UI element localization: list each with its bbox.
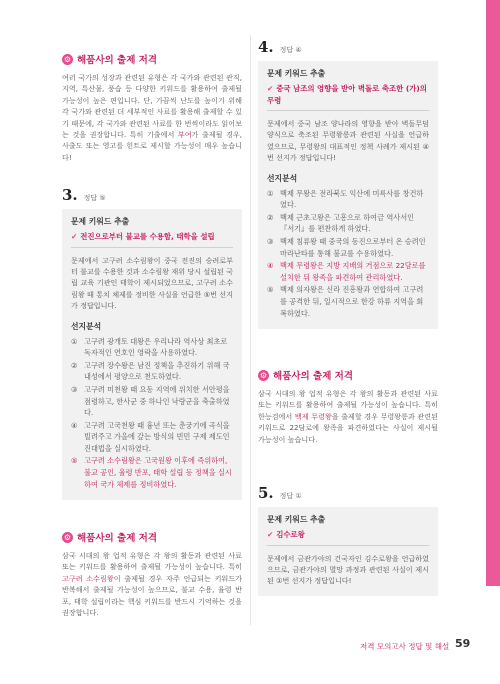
option-text: 고구려 소수림왕은 고국원왕 이후에 즉위하여, 불교 공인, 율령 반포, 태학 설립 등 정책을 실시하여 국가 체제를 정비하였다. [84,456,232,489]
analysis-section-2 [62,530,242,618]
option-number: ③ [71,384,78,394]
keyword-title: 문제 키워드 추출 [267,69,326,78]
keyword-line: ✔ 김수로왕 [267,529,429,546]
question-number: 5. 정답 ① [258,484,302,502]
explanation-body: 문제에서 중국 남조 양나라의 영향을 받아 벽돌무덤 양식으로 축조된 무령왕릉과 관련된 사실을 언급하였으므로, 무령왕의 대표적인 정책 사례가 제시된 ④번 선지가 정답입니다! [267,119,429,163]
option-item [267,284,429,319]
analysis-heading: ⚙ 해품사의 출제 저격 [63,54,158,66]
explanation-box [62,209,242,500]
option-item [71,336,233,359]
option-list [71,336,233,491]
option-text: 백제 의자왕은 신라 진흥왕과 연합하여 고구려를 공격한 뒤, 일시적으로 한강 하류 지역을 회복하였다. [280,285,424,318]
explanation-body: 문제에서 고구려 소수림왕이 중국 전진의 승려로부터 불교를 수용한 것과 소수림왕 재위 당시 설립된 국립 교육 기관인 태학이 제시되었으므로, 고구려 소수림왕 때 통치 체제를 정비한 사실을 언급한 ⑤번 선지가 정답입니다. [71,255,233,311]
option-text: 고구려 미천왕 때 요동 지역에 위치한 서안평을 점령하고, 한사군 중 하나인 낙랑군을 축출하였다. [84,384,230,418]
option-text: 백제 근초고왕은 고흥으로 하여금 역사서인 『서기』를 편찬하게 하였다. [280,212,415,234]
option-item [267,188,429,211]
question-5 [258,486,438,596]
question-3 [62,188,242,500]
option-analysis-title: 선지분석 [71,321,102,331]
option-number: ④ [71,420,78,430]
option-item [71,420,233,455]
option-number: ⑤ [71,456,78,466]
option-number: ① [71,336,78,346]
option-number: ① [267,188,274,198]
option-text: 백제 무왕은 전라북도 익산에 미륵사를 창건하였다. [280,188,424,210]
explanation-box [258,61,438,329]
option-analysis-title: 선지분석 [267,173,298,183]
answer-label: 정답 ⑤ [83,194,106,202]
option-text: 고구려 광개토 대왕은 우리나라 역사상 최초로 독자적인 연호인 영락을 사용하였다. [84,336,228,358]
gear-icon: ⚙ [259,370,268,380]
option-text: 고구려 장수왕은 남진 정책을 추진하기 위해 국내성에서 평양으로 천도하였다. [84,360,230,382]
column-divider [250,35,251,625]
footer-label: 저격 모의고사 정답 및 해설 [360,642,450,651]
explanation-box [258,507,438,596]
option-item [71,455,233,490]
option-number: ⑤ [267,285,274,295]
keyword-line: ✔ 전진으로부터 불교를 수용함, 태학을 설립 [71,231,233,248]
answer-label: 정답 ④ [279,46,302,54]
option-text: 백제 침류왕 때 중국의 동진으로부터 온 승려인 마라난타를 통해 불교를 수용하였다. [280,237,426,258]
explanation-body: 문제에서 금관가야의 건국자인 김수로왕을 언급하였으므로, 금관가야의 멸망 과정과 관련된 사실이 제시된 ①번 선지가 정답입니다! [267,553,429,586]
option-number: ③ [267,237,274,246]
option-item [71,384,233,419]
question-number: 4. 정답 ④ [258,38,302,56]
answer-label: 정답 ① [279,492,302,500]
check-icon: ✔ [267,530,274,539]
keyword-title: 문제 키워드 추출 [267,515,326,524]
analysis-section-1 [62,52,242,163]
analysis-heading: ⚙ 해품사의 출제 저격 [63,532,158,544]
keyword-line: ✔ 중국 남조의 영향을 받아 벽돌로 축조한 (가)의 무령 [267,83,429,111]
gear-icon: ⚙ [63,532,72,542]
option-number: ② [71,360,78,370]
option-item [71,360,233,383]
option-item [267,260,429,283]
analysis-heading: ⚙ 해품사의 출제 저격 [259,370,354,382]
option-number: ④ [267,261,274,271]
option-text: 백제 무령왕은 지방 지배의 거점으로 22담로를 설치한 뒤 왕족을 파견하여 관리하였다. [280,261,426,282]
page-number: 59 [455,637,471,650]
analysis-text: 삼국 시대의 왕 업적 유형은 각 왕의 활동과 관련된 사료 또는 키워드를 활용하여 출제될 가능성이 높습니다. 특히 한능검에서 백제 무령왕을 출제할 경우 무령왕릉과 관련된 키워드로 22담로에 왕족을 파견하였다는 사실이 제시될 가능성이 높습니다. [258,389,438,444]
check-icon: ✔ [71,232,78,241]
option-text: 고구려 고국천왕 때 흉년 또는 춘궁기에 곡식을 빌려주고 가을에 갚는 방식의 빈민 구제 제도인 진대법을 실시하였다. [84,420,230,453]
check-icon: ✔ [267,84,274,93]
question-4 [258,40,438,329]
side-tab [486,0,500,586]
keyword-title: 문제 키워드 추출 [71,217,130,226]
analysis-text: 여러 국가의 성장과 관련된 유형은 각 국가와 관련된 관직, 지역, 특산물, 풍습 등 다양한 키워드를 활용하여 출제될 가능성이 높은 편입니다. 단, 가끔씩 난도를 높이기 위해 각 국가와 관련된 더 세부적인 사료를 활용해 출제할 수 있기 때문에, 각 국가와 관련된 사료를 한 번씩이라도 읽어보는 것을 권장합니다. 특히 기출에서 부여가 출제될 경우, 사출도 또는 영고를 힌트로 제시할 가능성이 매우 높습니다! [62,73,242,162]
option-item [267,236,429,259]
analysis-section-3 [258,368,438,445]
analysis-text: 삼국 시대의 왕 업적 유형은 각 왕의 활동과 관련된 사료 또는 키워드를 활용하여 출제될 가능성이 높습니다. 특히 고구려 소수림왕이 출제될 경우 자주 언급되는 키워드가 반복해서 출제될 가능성이 높으므로, 불교 수용, 율령 반포, 태학 설립이라는 핵심 키워드를 반드시 기억하는 것을 권장합니다. [62,551,242,618]
option-number: ② [267,212,274,222]
option-list [267,188,429,320]
question-number: 3. 정답 ⑤ [62,186,106,204]
gear-icon: ⚙ [63,54,72,64]
option-item [267,212,429,235]
